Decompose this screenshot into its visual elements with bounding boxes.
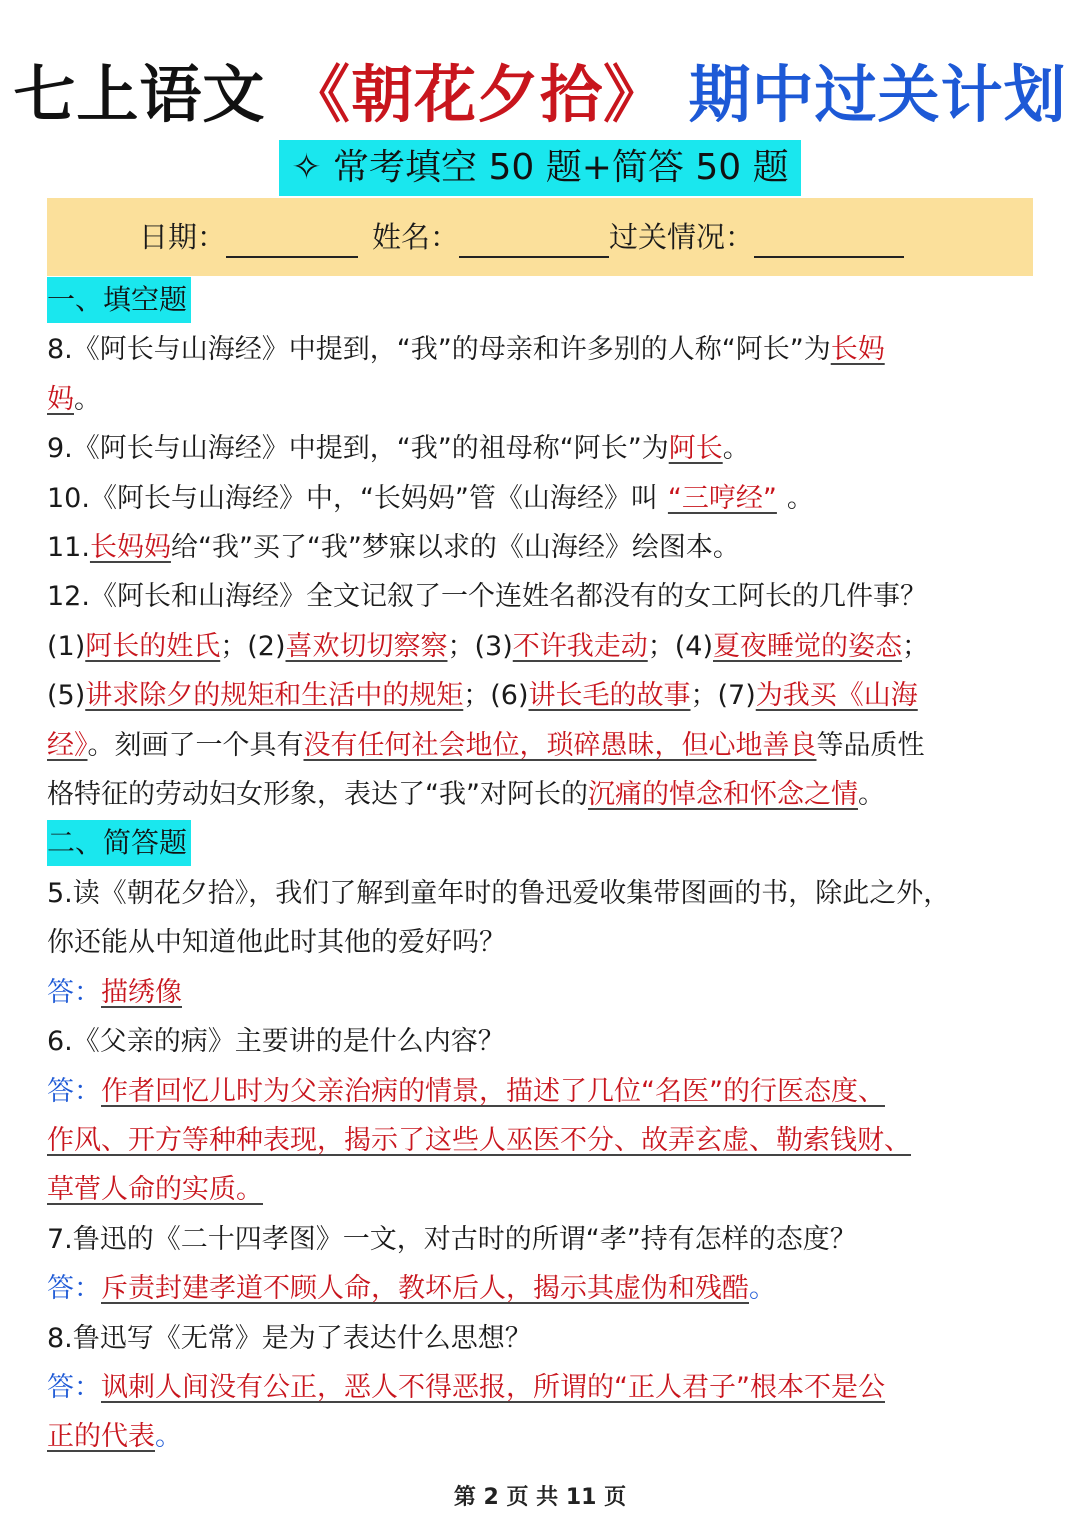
- short-q5-answer: 描绣像: [101, 976, 182, 1008]
- fill-q12-line4-text: 格特征的劳动妇女形象，表达了“我”对阿长的: [47, 779, 588, 811]
- short-q8-answer-line2: 正的代表: [47, 1421, 155, 1453]
- fill-q12-feeling-answer: 沉痛的悼念和怀念之情: [587, 779, 858, 811]
- short-q6-answer-line3: 草菅人命的实质。: [47, 1174, 263, 1206]
- fill-q10-answer-text: “三哼经”: [667, 482, 777, 514]
- fill-q12-answer4: 夏夜睡觉的姿态: [713, 630, 902, 662]
- fill-q12-line4: [47, 770, 1037, 819]
- fill-q12-num4: ；(4): [647, 630, 713, 662]
- fill-q9-text: 9.《阿长与山海经》中提到，“我”的祖母称“阿长”为: [47, 433, 669, 465]
- title-part-plan: 期中过关计划: [688, 58, 1067, 131]
- short-q7-end: 。: [749, 1273, 776, 1305]
- short-q8-answer-row2: [47, 1412, 1037, 1461]
- date-label: 日期：: [139, 220, 227, 254]
- subtitle-banner: ✧ 常考填空 50 题+简答 50 题: [279, 140, 800, 196]
- fill-q12-num1: (1): [47, 630, 86, 662]
- fill-q12-num6: ；(6): [463, 680, 529, 712]
- short-q6-answer-row1: [47, 1067, 1037, 1116]
- fill-q12-end: 。: [857, 779, 885, 811]
- name-label: 姓名：: [372, 220, 460, 254]
- short-q5-line2: 你还能从中知道他此时其他的爱好吗？: [47, 927, 506, 959]
- short-q5-answer-row: [47, 968, 1037, 1017]
- fill-q10-text: 10.《阿长与山海经》中，“长妈妈”管《山海经》叫: [47, 482, 658, 514]
- subtitle-wrapper: [0, 140, 1080, 196]
- fill-q12-line1: [47, 622, 1037, 671]
- short-q6: 6.《父亲的病》主要讲的是什么内容？: [47, 1026, 505, 1058]
- fill-q12-line3: [47, 721, 1037, 770]
- fill-q8-line2: [47, 375, 1037, 424]
- fill-section-header: 一、填空题: [47, 277, 191, 323]
- short-q7: 7.鲁迅的《二十四孝图》一文，对古时的所谓“孝”持有怎样的态度？: [47, 1223, 857, 1255]
- page-number: 第 2 页 共 11 页: [453, 1485, 627, 1510]
- fill-q12-question: 12.《阿长和山海经》全文记叙了一个连姓名都没有的女工阿长的几件事？: [47, 581, 927, 613]
- fill-q9-answer: 阿长: [668, 433, 723, 465]
- fill-q8-line1: [47, 325, 1037, 374]
- fill-q12-num7: ；(7): [690, 680, 756, 712]
- status-blank[interactable]: [754, 226, 904, 258]
- short-q6-answer-row2: [47, 1116, 1037, 1165]
- fill-q10-end: 。: [786, 482, 814, 514]
- fill-q12-num2: ；(2): [220, 630, 286, 662]
- fill-q11: [47, 523, 1037, 572]
- fill-q12-answer6: 讲长毛的故事: [528, 680, 691, 712]
- short-q6-answer-line2: 作风、开方等种种表现，揭示了这些人巫医不分、故弄玄虚、勒索钱财、: [47, 1124, 911, 1156]
- worksheet-content: [47, 276, 1037, 1462]
- fill-q11-text: 给“我”买了“我”梦寐以求的《山海经》绘图本。: [170, 532, 740, 564]
- info-bar: [47, 198, 1033, 276]
- fill-q12-trait-end: 等品质性: [816, 729, 925, 761]
- fill-q8-answer-part2: 妈: [47, 383, 74, 415]
- title-part-book: 《朝花夕拾》: [287, 58, 666, 131]
- title-part-grade: 七上语文: [13, 58, 266, 131]
- fill-q11-number: 11.: [47, 532, 90, 564]
- fill-q12-line2: [47, 671, 1037, 720]
- answer-label: 答：: [47, 1273, 101, 1305]
- short-section-header: 二、简答题: [47, 820, 191, 866]
- short-q8-answer-line1: 讽刺人间没有公正，恶人不得恶报，所谓的“正人君子”根本不是公: [101, 1371, 885, 1403]
- short-q7-answer: 斥责封建孝道不顾人命，教坏后人，揭示其虚伪和残酷: [101, 1273, 749, 1305]
- short-q8-answer-row1: [47, 1363, 1037, 1412]
- page-title: [0, 52, 1080, 138]
- short-q8-end: 。: [155, 1421, 182, 1453]
- short-q6-answer-row3: [47, 1165, 1037, 1214]
- short-q8: 8.鲁迅写《无常》是为了表达什么思想？: [47, 1322, 532, 1354]
- fill-q12-answer2: 喜欢切切察察: [285, 630, 448, 662]
- fill-q12-answer3: 不许我走动: [512, 630, 648, 662]
- fill-q12-trait-answer: 没有任何社会地位，琐碎愚昧，但心地善良: [303, 729, 817, 761]
- fill-q12-num5: (5): [47, 680, 86, 712]
- short-section-header-row: [47, 819, 1037, 868]
- status-label: 过关情况：: [609, 220, 755, 254]
- fill-q8-end: 。: [74, 383, 101, 415]
- short-q5-line1: 5.读《朝花夕拾》，我们了解到童年时的鲁迅爱收集带图画的书，除此之外，: [47, 877, 951, 909]
- fill-q12-answer1: 阿长的姓氏: [85, 630, 221, 662]
- fill-q10-answer: [658, 483, 787, 514]
- fill-q8-answer-part1: 长妈: [830, 334, 885, 366]
- fill-q12-num3: ；(3): [447, 630, 513, 662]
- fill-q12-sep4: ；: [902, 630, 929, 662]
- answer-label: 答：: [47, 976, 101, 1008]
- date-blank[interactable]: [226, 226, 358, 258]
- fill-q12-answer7-part1: 为我买《山海: [755, 680, 918, 712]
- info-row: [139, 216, 918, 258]
- fill-section-header-row: [47, 276, 1037, 325]
- short-q6-answer-line1: 作者回忆儿时为父亲治病的情景，描述了几位“名医”的行医态度、: [101, 1075, 885, 1107]
- fill-q9: [47, 424, 1037, 473]
- fill-q12-answer7-part2: 经》: [47, 729, 88, 761]
- short-q7-answer-row: [47, 1264, 1037, 1313]
- fill-q9-end: 。: [722, 433, 750, 465]
- fill-q10: [47, 474, 1037, 523]
- fill-q12-answer5: 讲求除夕的规矩和生活中的规矩: [85, 680, 464, 712]
- answer-label: 答：: [47, 1371, 101, 1403]
- fill-q12-mid-text: 。刻画了一个具有: [87, 729, 304, 761]
- fill-q11-answer: 长妈妈: [89, 532, 171, 564]
- fill-q8-text: 8.《阿长与山海经》中提到，“我”的母亲和许多别的人称“阿长”为: [47, 334, 831, 366]
- name-blank[interactable]: [459, 226, 609, 258]
- answer-label: 答：: [47, 1075, 101, 1107]
